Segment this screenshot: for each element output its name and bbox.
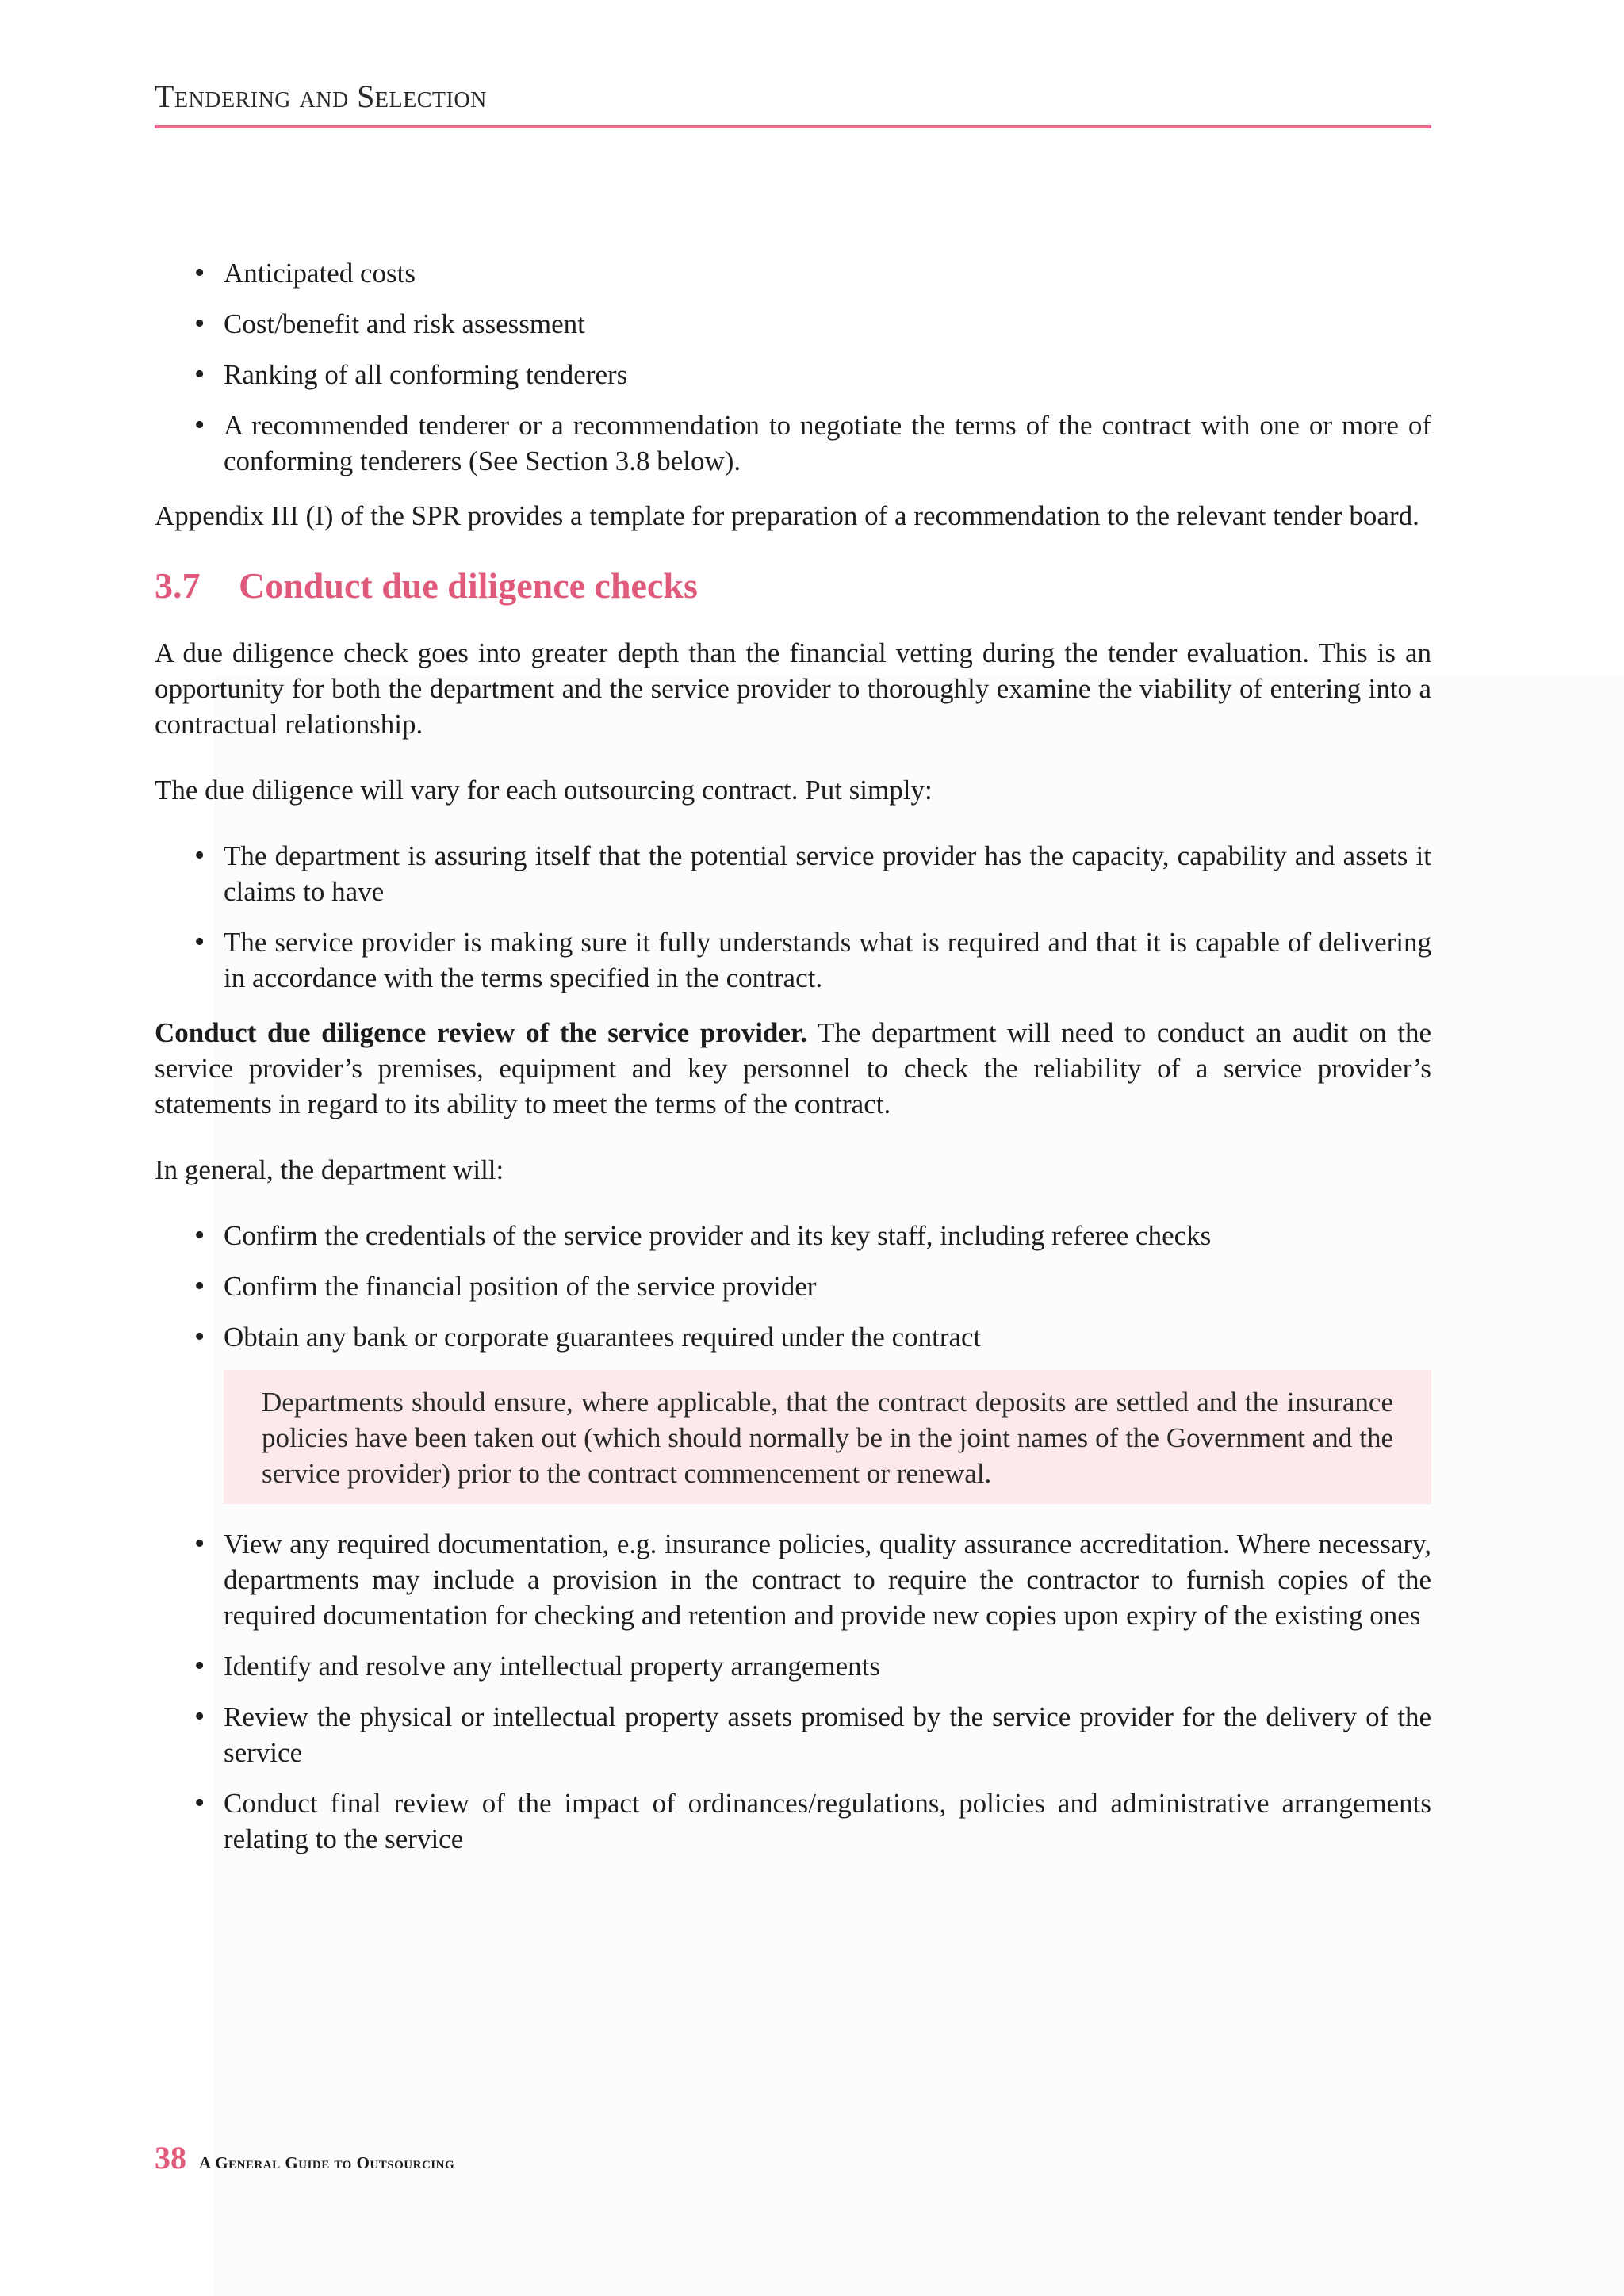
header-rule (155, 125, 1431, 128)
cost-list (155, 255, 1431, 479)
assurance-list (155, 838, 1431, 996)
running-header: Tendering and Selection (155, 78, 487, 114)
section-number: 3.7 (155, 565, 201, 606)
list-item: • Conduct final review of the impact of ordinances/regulations, policies and administrative arrangements relating to the service (155, 1785, 1431, 1857)
section-title: Conduct due diligence checks (239, 565, 698, 606)
list-item: • The service provider is making sure it fully understands what is required and that it is capable of delivering in accordance with the terms specified in the contract. (155, 924, 1431, 996)
department-actions-list (155, 1218, 1431, 1355)
page-footer (155, 2139, 454, 2176)
paragraph-appendix: Appendix III (I) of the SPR provides a template for preparation of a recommendation to the relevant tender board. (155, 500, 1419, 531)
page-content (155, 255, 1431, 1872)
footer-title: A General Guide to Outsourcing (199, 2153, 455, 2172)
list-item: • View any required documentation, e.g. insurance policies, quality assurance accreditation. Where necessary, departments may include a provision in the contract to require the contractor to furnish copies of the required documentation for checking and retention and provide new copies upon expiry of the existing ones (155, 1526, 1431, 1633)
list-item: • The department is assuring itself that the potential service provider has the capacity, capability and assets it claims to have (155, 838, 1431, 909)
section-heading (155, 564, 1431, 608)
list-item: • Review the physical or intellectual property assets promised by the service provider for the delivery of the service (155, 1699, 1431, 1770)
paragraph-general: In general, the department will: (155, 1154, 504, 1185)
list-item: • Confirm the financial position of the service provider (155, 1269, 1431, 1304)
paragraph-vary: The due diligence will vary for each outsourcing contract. Put simply: (155, 775, 933, 806)
list-item: • Cost/benefit and risk assessment (155, 306, 1431, 342)
list-item: • Anticipated costs (155, 255, 1431, 291)
page-number: 38 (155, 2140, 186, 2175)
list-item: • Obtain any bank or corporate guarantees required under the contract (155, 1319, 1431, 1355)
list-item: • A recommended tenderer or a recommendation to negotiate the terms of the contract with one or more of conforming tenderers (See Section 3.8 below). (155, 408, 1431, 479)
list-item: • Confirm the credentials of the service provider and its key staff, including referee checks (155, 1218, 1431, 1253)
review-actions-list (155, 1526, 1431, 1857)
paragraph-review (155, 1015, 1431, 1122)
list-item: • Identify and resolve any intellectual property arrangements (155, 1648, 1431, 1684)
note-box: Departments should ensure, where applicable, that the contract deposits are settled and the insurance policies have been taken out (which should normally be in the joint names of the Government and the service provider) prior to the contract commencement or renewal. (224, 1370, 1431, 1504)
paragraph-intro: A due diligence check goes into greater depth than the financial vetting during the tender evaluation. This is an opportunity for both the department and the service provider to thoroughly examine the viability of entering into a contractual relationship. (155, 637, 1431, 740)
paragraph-lead: Conduct due diligence review of the service provider. (155, 1017, 807, 1048)
paragraph-review-text: The department will need to conduct an audit on the service provider’s premises, equipment and key personnel to check the reliability of a service provider’s statements in regard to its ability to meet the terms of the contract. (155, 1017, 1431, 1119)
list-item: • Ranking of all conforming tenderers (155, 357, 1431, 392)
